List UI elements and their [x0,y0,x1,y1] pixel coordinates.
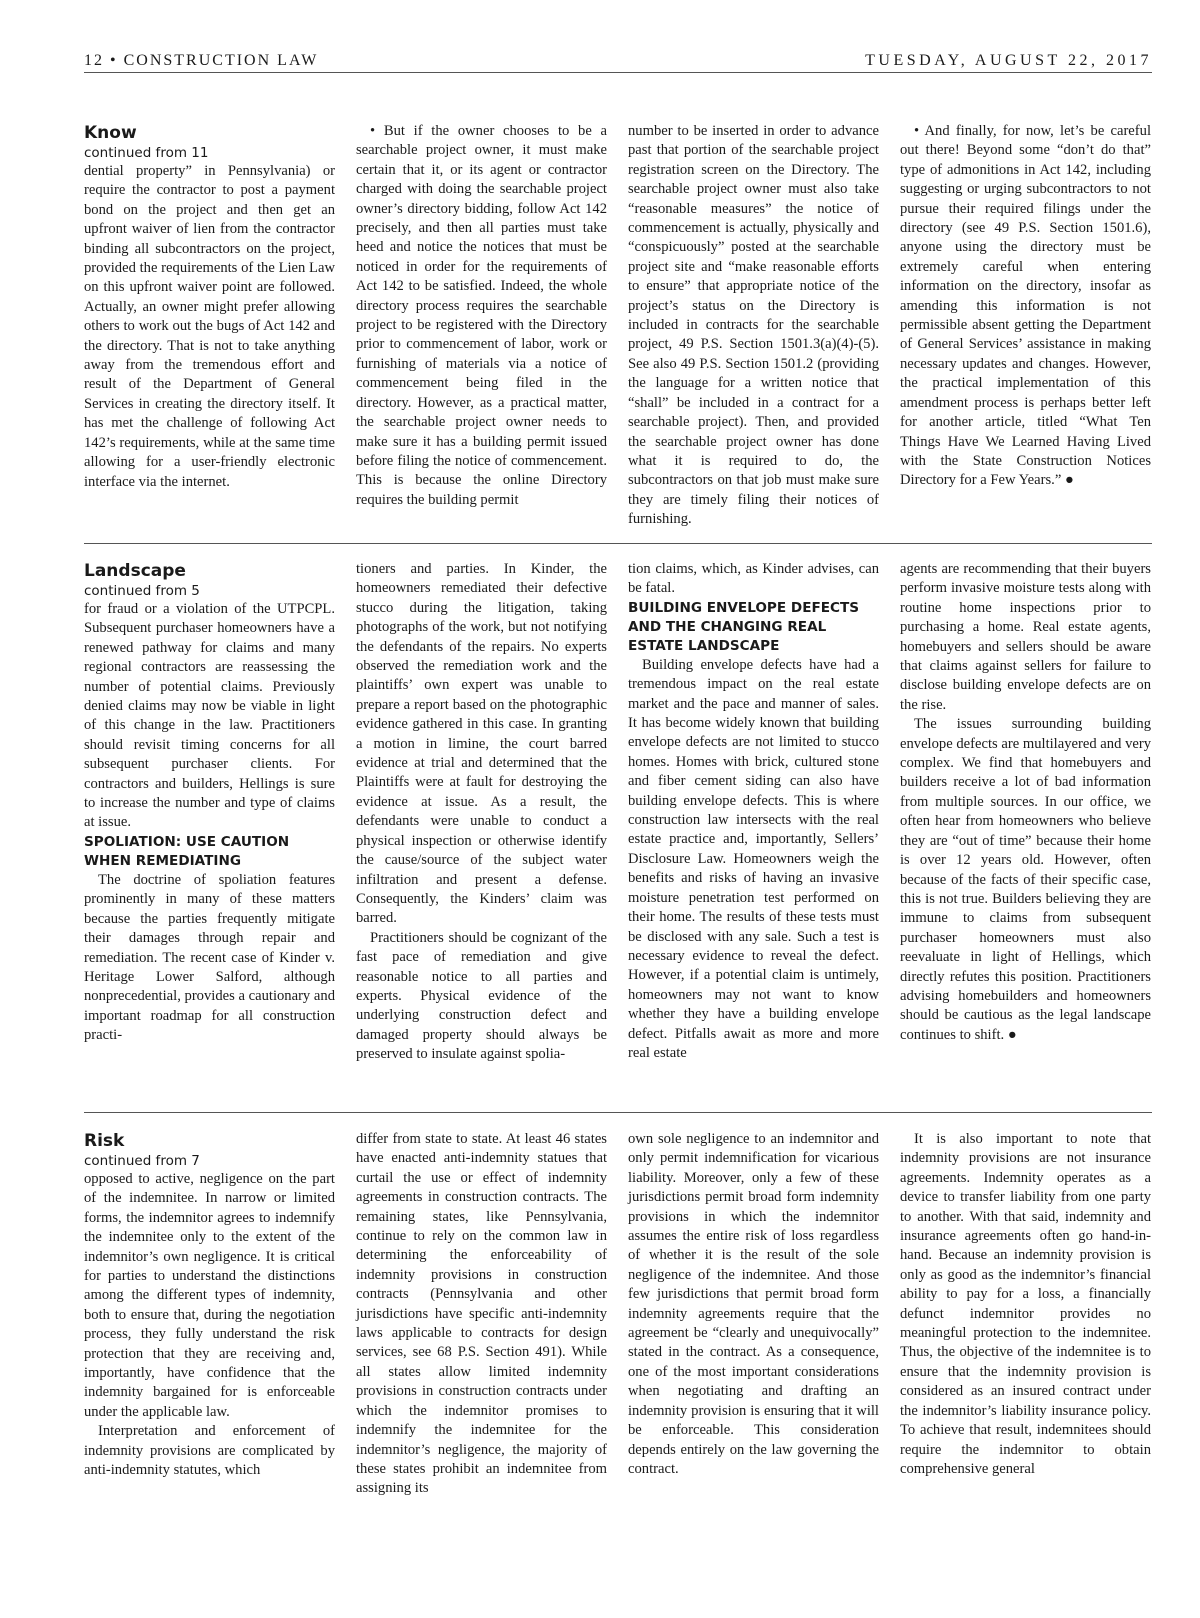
issue-date: TUESDAY, AUGUST 22, 2017 [865,52,1152,69]
section-divider [84,543,1152,544]
landscape-column-1 [84,560,335,1046]
landscape-text-6: Building envelope defects have had a tremendous impact on the real estate market and the pace and manner of sales. It has become widely known that building envelope defects are not limited to stucco homes. Homes with brick, cultured stone and fiber cement siding can also have building envelope defects. This is where construction law intersects with the real estate practice and, importantly, Sellers’ Disclosure Law. Homeowners weigh the benefits and risks of having an invasive moisture penetration test performed on their home. The results of these tests must be disclosed with any sale. Such a test is necessary evidence to reveal the defect. However, if a potential claim is untimely, homeowners may not want to know whether they have a building envelope defect. Pitfalls await as more and more real estate [628,656,879,1061]
risk-text-5: It is also important to note that indemnity provisions are not insurance agreements. Indemnity operates as a device to transfer liability from one party to another. With that said, indemnity and insurance agreements often go hand-in-hand. Because an indemnity provision is only as good as the indemnitor’s financial ability to pay for a loss, a financially defunct indemnitor provides no meaningful protection to the indemnitee. Thus, the objective of the indemnitee is to ensure that the indemnity provision is considered as an insured contract under the indemnitor’s liability insurance policy. To achieve that result, indemnitees should require the indemnitor to obtain comprehensive general [900,1131,1151,1477]
landscape-text-7: agents are recommending that their buyers perform invasive moisture tests along with routine home inspections prior to purchasing a home. Real estate agents, homebuyers and sellers should be aware that claims against sellers for failure to disclose building envelope defects are on the rise. [900,561,1151,713]
risk-title: Risk [84,1131,125,1151]
landscape-title: Landscape [84,561,186,581]
know-text-4: • And finally, for now, let’s be careful out there! Beyond some “don’t do that” type of admonitions in Act 142, including suggesting or urging subcontractors to not pursue their required filings under the directory (see 49 P.S. Section 1501.6), anyone using the directory must be extremely careful when entering information on the directory, insofar as amending this information is not permissible absent getting the Department of General Services’ assistance in making necessary updates and changes. However, the practical implementation of this amendment process is perhaps better left for another article, titled “What Ten Things Have We Learned Having Lived with the State Construction Notices Directory for a Few Years.” ● [900,123,1151,489]
know-text-1: dential property” in Pennsylvania) or require the contractor to post a payment bond on the project and then get an upfront waiver of lien from the contractor binding all subcontractors on the project, provided the requirements of the Lien Law on this upfront waiver point are followed. Actually, an owner might prefer allowing others to work out the bugs of Act 142 and the directory. That is not to take anything away from the tremendous effort and result of the Department of General Services in creating the directory itself. It has met the challenge of following Act 142’s requirements, while at the same time allowing for a user-friendly electronic interface via the internet. [84,163,335,490]
landscape-column-3 [628,560,879,1063]
know-column-2 [356,122,607,510]
know-column-1 [84,122,335,492]
spoliation-subhead: SPOLIATION: USE CAUTION WHEN REMEDIATING [84,833,290,869]
risk-continued: continued from 7 [84,1153,200,1169]
landscape-column-2 [356,560,607,1065]
building-envelope-subhead: BUILDING ENVELOPE DEFECTS AND THE CHANGING REAL ESTATE LANDSCAPE [628,599,860,654]
risk-text-4: own sole negligence to an indemnitor and only permit indemnification for vicarious liability. Moreover, only a few of these jurisdictions permit broad form indemnity provisions in which the indemnitor assumes the entire risk of loss regardless of whether it is the result of the sole negligence of the indemnitee. And those few jurisdictions that permit broad form indemnity agreements require that the agreement be “clearly and unequivocally” stated in the contract. As a consequence, one of the most important considerations when negotiating and drafting an indemnity provision is ensuring that it will be enforceable. This consideration depends entirely on the law governing the contract. [628,1131,879,1477]
landscape-text-3: tioners and parties. In Kinder, the homeowners remediated their defective stucco during the litigation, taking photographs of the work, but not notifying the defendants of the repairs. No experts observed the remediation work and the plaintiffs’ own expert was unable to prepare a report based on the photographic evidence gathered in this case. In granting a motion in limine, the court barred evidence at trial and determined that the Plaintiffs were at fault for destroying the evidence at issue. As a result, the defendants were unable to conduct a physical inspection or otherwise identify the cause/source of the subject water infiltration and present a defense. Consequently, the Kinders’ claim was barred. [356,561,607,927]
landscape-text-1: for fraud or a violation of the UTPCPL. Subsequent purchaser homeowners have a renewed pathway for claims and many regional contractors are reassessing the number of potential claims. Previously denied claims may now be viable in light of this change in the law. Practitioners should revisit timing concerns for all subsequent purchaser clients. For contractors and builders, Hellings is sure to increase the number and type of claims at issue. [84,601,335,831]
know-continued: continued from 11 [84,145,209,161]
know-title: Know [84,123,137,143]
risk-text-3: differ from state to state. At least 46 states have enacted anti-indemnity statues that curtail the use or effect of indemnity agreements in construction contracts. The remaining states, like Pennsylvania, continue to rely on the common law in determining the enforceability of indemnity provisions in construction contracts (Pennsylvania and other jurisdictions have specific anti-indemnity laws applicable to contracts for design services, see 68 P.S. Section 491). While all states allow limited indemnity provisions in construction contracts under which the indemnitor promises to indemnify the indemnitee for the indemnitor’s negligence, the majority of these states prohibit an indemnitee from assigning its [356,1131,607,1497]
know-column-4 [900,122,1151,491]
page-header [84,50,1152,73]
risk-text-2: Interpretation and enforcement of indemnity provisions are complicated by anti-indemnity statutes, which [84,1423,335,1479]
know-text-2: • But if the owner chooses to be a searchable project owner, it must make certain that it, or its agent or contractor charged with doing the searchable project owner’s directory bidding, follow Act 142 precisely, and then all parties must take heed and notice the notices that must be noticed in order for the requirements of Act 142 to be satisfied. Indeed, the whole directory process requires the searchable project to be registered with the Directory prior to commencement of labor, work or furnishing of materials via a notice of commencement being filed in the directory. However, as a practical matter, the searchable project owner needs to make sure it has a building permit issued before filing the notice of commencement. This is because the online Directory requires the building permit [356,123,607,508]
landscape-text-2: The doctrine of spoliation features prominently in many of these matters because the parties frequently mitigate their damages through repair and remediation. The recent case of Kinder v. Heritage Lower Salford, although nonprecedential, provides a cautionary and important roadmap for all construction practi- [84,871,335,1044]
know-column-3 [628,122,879,530]
landscape-text-8: The issues surrounding building envelope defects are multilayered and very complex. We find that homebuyers and builders receive a lot of bad information from multiple sources. In our office, we often hear from homeowners who believe they are “out of time” because their home is over 12 years old. However, often because of the facts of their specific case, this is not true. Builders believing they are immune to claims from subsequent purchaser homeowners must also reevaluate in light of Hellings, which directly refutes this position. Practitioners advising homebuilders and homeowners should be cautious as the legal landscape continues to shift. ● [900,716,1151,1043]
risk-column-4 [900,1130,1151,1479]
page-number-section: 12 • CONSTRUCTION LAW [84,52,319,69]
landscape-text-5: tion claims, which, as Kinder advises, can be fatal. [628,561,879,597]
landscape-column-4 [900,560,1151,1045]
risk-column-1 [84,1130,335,1481]
risk-text-1: opposed to active, negligence on the part of the indemnitee. In narrow or limited forms, the indemnitor agrees to indemnify the indemnitee only to the extent of the indemnitor’s own negligence. It is critical for parties to understand the distinctions among the different types of indemnity, both to ensure that, during the negotiation process, they fully understand the risk protection that they are receiving and, importantly, have confidence that the indemnity bargained for is enforceable under the applicable law. [84,1171,335,1420]
know-text-3: number to be inserted in order to advance past that portion of the searchable project registration screen on the Directory. The searchable project owner must also take “reasonable measures” the notice of commencement is actually, physically and “conspicuously” posted at the searchable project site and “make reasonable efforts to ensure” that appropriate notice of the project’s status on the Directory is included in contracts for the searchable project, 49 P.S. Section 1501.3(a)(4)-(5). See also 49 P.S. Section 1501.2 (providing the language for a written notice that “shall” be included in a contract for a searchable project). Then, and provided the searchable project owner has done what it is required to do, the subcontractors on that job must make sure they are timely filing their notices of furnishing. [628,123,879,528]
risk-column-3 [628,1130,879,1479]
landscape-continued: continued from 5 [84,583,200,599]
risk-column-2 [356,1130,607,1499]
section-divider [84,1112,1152,1113]
landscape-text-4: Practitioners should be cognizant of the fast pace of remediation and give reasonable notice to all parties and experts. Physical evidence of the underlying construction defect and damaged property should always be preserved to insulate against spolia- [356,929,607,1063]
